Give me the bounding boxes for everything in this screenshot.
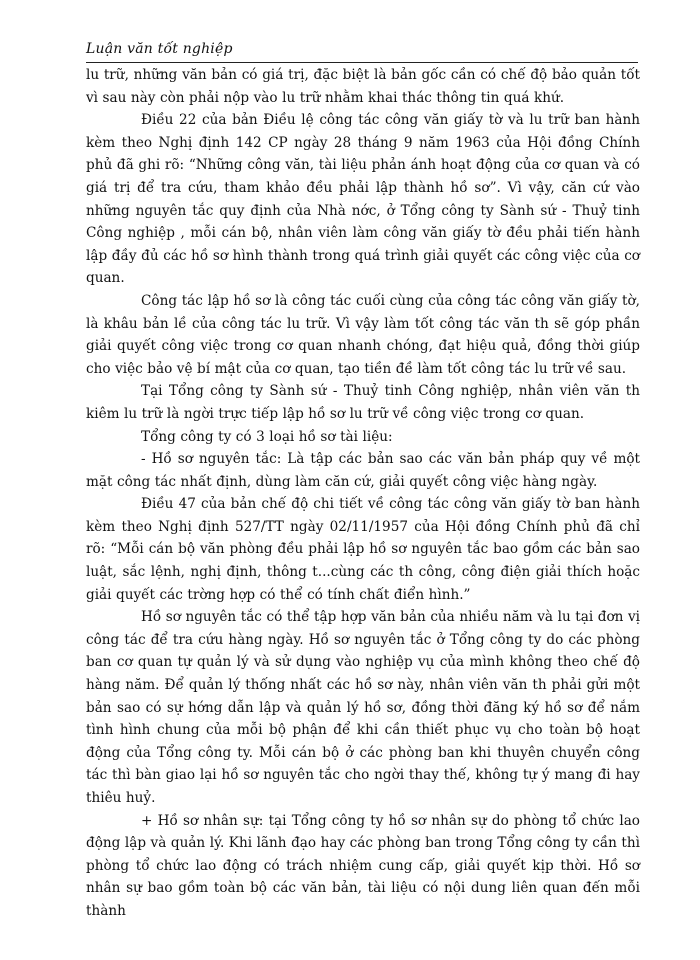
paragraph-loai-ho-so: Tổng công ty có 3 loại hồ sơ tài liệu: xyxy=(141,428,393,445)
paragraph-nhan-vien-van-thu: Tại Tổng công ty Sành sứ - Thuỷ tinh Công nghiệp, nhân viên văn th kiêm lu trữ là ngời trực tiếp lập hồ sơ lu trữ về công việc trong cơ quan. xyxy=(86,383,640,422)
header-title: Luận văn tốt nghiệp xyxy=(86,41,233,57)
page-header xyxy=(86,40,638,63)
paragraph-ho-so-nhan-su: + Hồ sơ nhân sự: tại Tổng công ty hồ sơ nhân sự do phòng tổ chức lao động lập và quản lý. Khi lãnh đạo hay các phòng ban trong Tổng công ty cần thì phòng tổ chức lao động có trách nhiệm cung cấp, giải quyết kịp thời. Hồ sơ nhân sự bao gồm toàn bộ các văn bản, tài liệu có nội dung liên quan đến mỗi thành xyxy=(86,812,640,919)
paragraph-continuation: lu trữ, những văn bản có giá trị, đặc biệt là bản gốc cần có chế độ bảo quản tốt vì sau này còn phải nộp vào lu trữ nhằm khai thác thông tin quá khứ. xyxy=(86,67,640,106)
document-body xyxy=(86,64,640,923)
paragraph-dieu-22: Điều 22 của bản Điều lệ công tác công văn giấy tờ và lu trữ ban hành kèm theo Nghị định 142 CP ngày 28 tháng 9 năm 1963 của Hội đồng Chính phủ đã ghi rõ: “Những công văn, tài liệu phản ánh hoạt động của cơ quan và có giá trị để tra cứu, tham khảo đều phải lập thành hồ sơ”. Vì vậy, căn cứ vào những nguyên tắc quy định của Nhà nớc, ở Tổng công ty Sành sứ - Thuỷ tinh Công nghiệp , mỗi cán bộ, nhân viên làm công văn giấy tờ đều phải tiến hành lập đầy đủ các hồ sơ hình thành trong quá trình giải quyết các công việc của cơ quan. xyxy=(86,112,640,287)
paragraph-dieu-47: Điều 47 của bản chế độ chi tiết về công tác công văn giấy tờ ban hành kèm theo Nghị định 527/TT ngày 02/11/1957 của Hội đồng Chính phủ đã chỉ rõ: “Mỗi cán bộ văn phòng đều phải lập hồ sơ nguyên tắc bao gồm các bản sao luật, sắc lệnh, nghị định, thông t...cùng các th công, công điện giải thích hoặc giải quyết các trờng hợp có thể có tính chất điển hình.” xyxy=(86,496,640,603)
paragraph-ho-so-nguyen-tac: Hồ sơ nguyên tắc có thể tập hợp văn bản của nhiều năm và lu tại đơn vị công tác để tra cứu hàng ngày. Hồ sơ nguyên tắc ở Tổng công ty do các phòng ban cơ quan tự quản lý và sử dụng vào nghiệp vụ của mình không theo chế độ hàng năm. Để quản lý thống nhất các hồ sơ này, nhân viên văn th phải gửi một bản sao có sự hớng dẫn lập và quản lý hồ sơ, đồng thời đăng ký hồ sơ để nắm tình hình chung của mỗi bộ phận để khi cần thiết phục vụ cho toàn bộ hoạt động của Tổng công ty. Mỗi cán bộ ở các phòng ban khi thuyên chuyển công tác thì bàn giao lại hồ sơ nguyên tắc cho ngời thay thế, không tự ý mang đi hay thiêu huỷ. xyxy=(86,609,640,806)
paragraph-ho-so-nguyen-tac-def: - Hồ sơ nguyên tắc: Là tập các bản sao các văn bản pháp quy về một mặt công tác nhất định, dùng làm căn cứ, giải quyết công việc hàng ngày. xyxy=(86,451,640,490)
paragraph-lap-ho-so: Công tác lập hồ sơ là công tác cuối cùng của công tác công văn giấy tờ, là khâu bản lề của công tác lu trữ. Vì vậy làm tốt công tác văn th sẽ góp phần giải quyết công việc trong cơ quan nhanh chóng, đạt hiệu quả, đồng thời giúp cho việc bảo vệ bí mật của cơ quan, tạo tiền đề làm tốt công tác lu trữ về sau. xyxy=(86,292,640,377)
